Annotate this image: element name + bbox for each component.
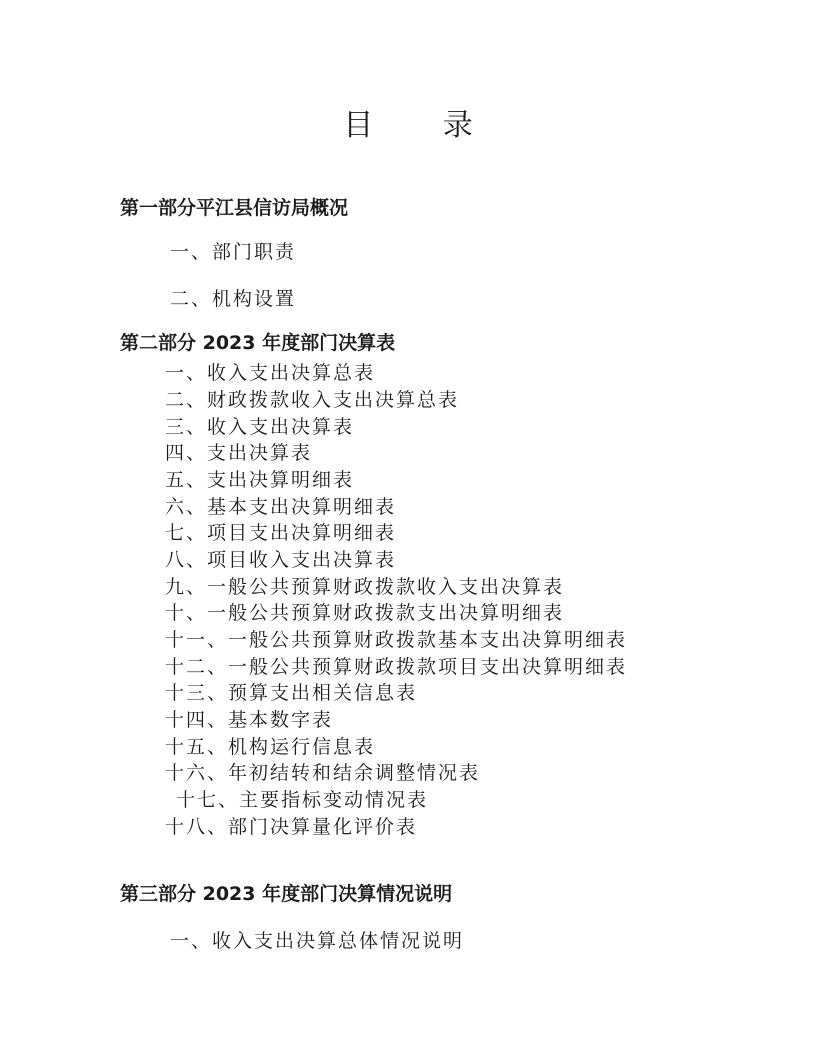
section-heading-part1: 第一部分平江县信访局概况 — [120, 197, 349, 219]
toc-item[interactable]: 四、支出决算表 — [165, 442, 313, 464]
toc-item[interactable]: 十二、一般公共预算财政拨款项目支出决算明细表 — [165, 656, 628, 678]
toc-item[interactable]: 一、收入支出决算总表 — [165, 362, 376, 384]
toc-item[interactable]: 十三、预算支出相关信息表 — [165, 682, 418, 704]
toc-item[interactable]: 十七、主要指标变动情况表 — [176, 789, 429, 811]
toc-item[interactable]: 十五、机构运行信息表 — [165, 736, 376, 758]
toc-item[interactable]: 六、基本支出决算明细表 — [165, 496, 397, 518]
toc-item[interactable]: 七、项目支出决算明细表 — [165, 522, 397, 544]
toc-item[interactable]: 十、一般公共预算财政拨款支出决算明细表 — [165, 602, 565, 624]
toc-item[interactable]: 十四、基本数字表 — [165, 709, 334, 731]
toc-item[interactable]: 三、收入支出决算表 — [165, 416, 355, 438]
toc-item[interactable]: 十一、一般公共预算财政拨款基本支出决算明细表 — [165, 629, 628, 651]
toc-item[interactable]: 五、支出决算明细表 — [165, 469, 355, 491]
toc-item[interactable]: 九、一般公共预算财政拨款收入支出决算表 — [165, 576, 565, 598]
toc-item[interactable]: 十八、部门决算量化评价表 — [165, 816, 418, 838]
section-heading-part2: 第二部分 2023 年度部门决算表 — [120, 332, 396, 354]
toc-item[interactable]: 一、收入支出决算总体情况说明 — [170, 930, 465, 952]
toc-item[interactable]: 二、财政拨款收入支出决算总表 — [165, 389, 460, 411]
toc-item[interactable]: 一、部门职责 — [170, 241, 297, 263]
page-title: 目 录 — [343, 108, 503, 143]
section-heading-part3: 第三部分 2023 年度部门决算情况说明 — [120, 883, 453, 905]
toc-item[interactable]: 十六、年初结转和结余调整情况表 — [165, 762, 481, 784]
toc-item[interactable]: 二、机构设置 — [170, 288, 297, 310]
toc-item[interactable]: 八、项目收入支出决算表 — [165, 549, 397, 571]
